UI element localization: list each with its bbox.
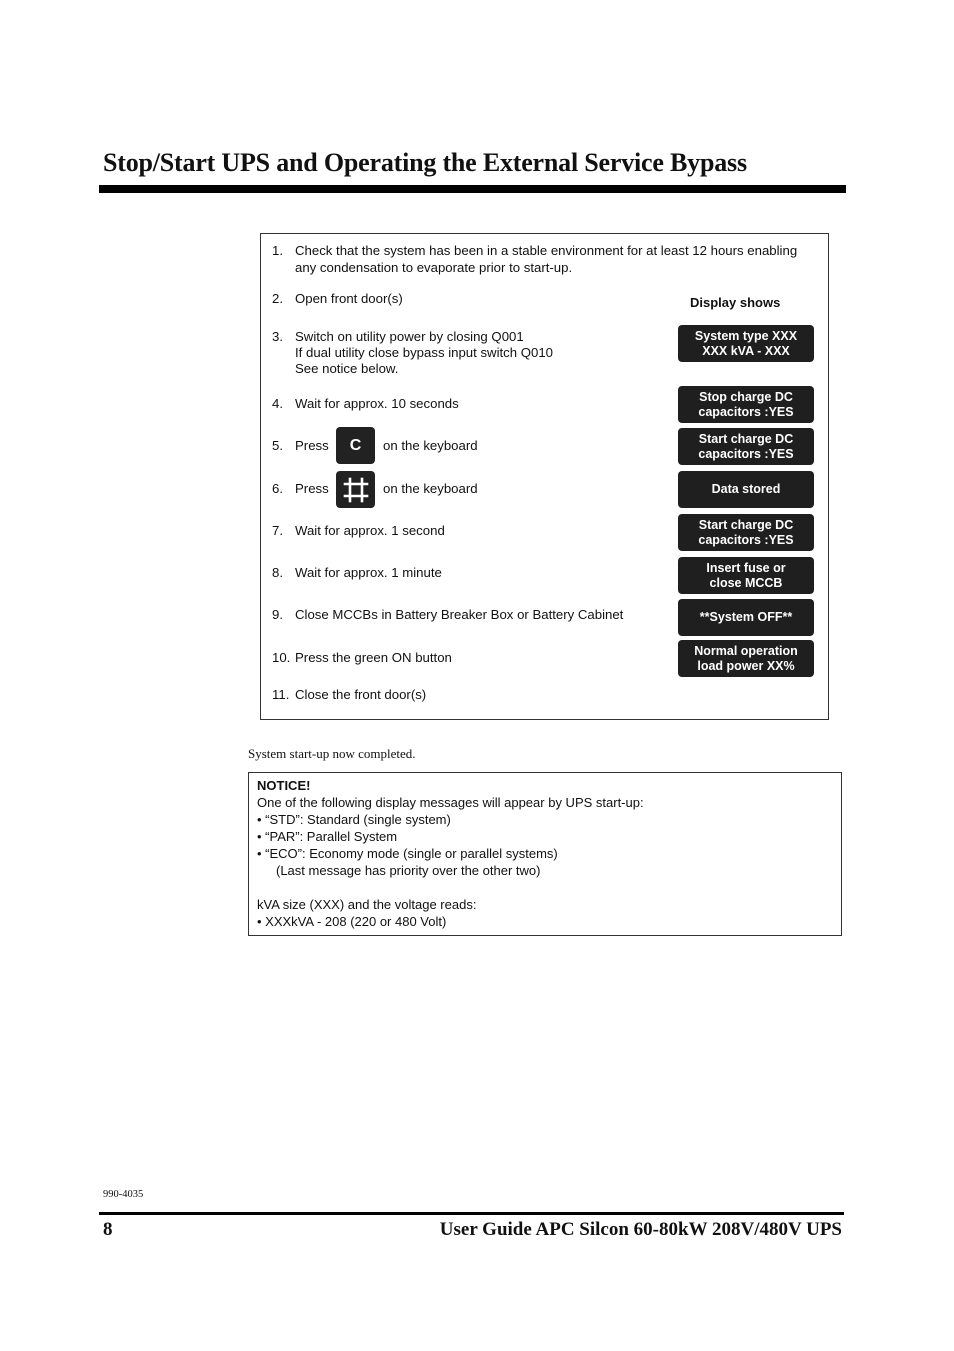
display-line: capacitors :YES bbox=[698, 446, 794, 461]
display-line: Start charge DC bbox=[698, 517, 794, 532]
display-line: Start charge DC bbox=[698, 431, 794, 446]
display-line: XXX kVA - XXX bbox=[702, 343, 790, 358]
notice-bullet: • XXXkVA - 208 (220 or 480 Volt) bbox=[257, 914, 447, 929]
footer-title: User Guide APC Silcon 60-80kW 208V/480V UPS bbox=[439, 1219, 842, 1240]
step-text: Close MCCBs in Battery Breaker Box or Battery Cabinet bbox=[295, 607, 624, 622]
notice-priority-note: (Last message has priority over the other two) bbox=[276, 863, 541, 878]
display-box bbox=[678, 599, 814, 636]
notice-bullet: • “ECO”: Economy mode (single or parallel systems) bbox=[257, 846, 558, 861]
completion-text: System start-up now completed. bbox=[248, 746, 416, 761]
footer-rule bbox=[99, 1212, 844, 1215]
step-number: 1. bbox=[272, 243, 283, 258]
c-key-icon: C bbox=[336, 427, 375, 464]
notice-bullet: • “STD”: Standard (single system) bbox=[257, 812, 451, 827]
display-line: Insert fuse or bbox=[706, 560, 786, 575]
step-number: 8. bbox=[272, 565, 283, 580]
square-hash-glyph bbox=[343, 477, 369, 503]
notice-box bbox=[248, 772, 842, 936]
step-text: on the keyboard bbox=[383, 438, 478, 453]
step-text: on the keyboard bbox=[383, 481, 478, 496]
square-hash-key-icon bbox=[336, 471, 375, 508]
step-text: Switch on utility power by closing Q001 bbox=[295, 329, 524, 344]
display-box bbox=[678, 471, 814, 508]
step-text: Open front door(s) bbox=[295, 291, 403, 306]
display-shows-heading: Display shows bbox=[690, 295, 781, 310]
step-number: 10. bbox=[272, 650, 291, 665]
display-line: capacitors :YES bbox=[698, 404, 794, 419]
notice-heading: NOTICE! bbox=[257, 778, 311, 793]
step-number: 3. bbox=[272, 329, 283, 344]
title-rule bbox=[99, 185, 846, 193]
step-text: Close the front door(s) bbox=[295, 687, 427, 702]
display-box bbox=[678, 640, 814, 677]
notice-kva-line: kVA size (XXX) and the voltage reads: bbox=[257, 897, 477, 912]
display-box bbox=[678, 325, 814, 362]
step-number: 4. bbox=[272, 396, 283, 411]
display-box bbox=[678, 386, 814, 423]
notice-bullet: • “PAR”: Parallel System bbox=[257, 829, 398, 844]
step-text: Press bbox=[295, 481, 329, 496]
display-line: capacitors :YES bbox=[698, 532, 794, 547]
step-text: Wait for approx. 10 seconds bbox=[295, 396, 459, 411]
step-text: Wait for approx. 1 second bbox=[295, 523, 445, 538]
display-box bbox=[678, 557, 814, 594]
page-title: Stop/Start UPS and Operating the External Service Bypass bbox=[103, 148, 747, 177]
step-number: 2. bbox=[272, 291, 283, 306]
display-line: Normal operation bbox=[694, 643, 798, 658]
step-number: 6. bbox=[272, 481, 283, 496]
step-text: If dual utility close bypass input switch Q010 bbox=[295, 345, 554, 360]
display-line: System type XXX bbox=[694, 328, 798, 343]
page-number: 8 bbox=[103, 1219, 113, 1240]
display-line: Stop charge DC bbox=[699, 389, 793, 404]
notice-intro: One of the following display messages will appear by UPS start-up: bbox=[257, 795, 644, 810]
step-text: Check that the system has been in a stable environment for at least 12 hours enabling bbox=[295, 243, 798, 258]
step-number: 5. bbox=[272, 438, 283, 453]
step-text: Press bbox=[295, 438, 329, 453]
display-box bbox=[678, 514, 814, 551]
step-number: 7. bbox=[272, 523, 283, 538]
display-box bbox=[678, 428, 814, 465]
step-text: any condensation to evaporate prior to start-up. bbox=[295, 260, 573, 275]
step-text: Press the green ON button bbox=[295, 650, 452, 665]
step-text: Wait for approx. 1 minute bbox=[295, 565, 442, 580]
document-number: 990-4035 bbox=[103, 1189, 144, 1200]
step-number: 11. bbox=[272, 687, 290, 702]
display-line: Data stored bbox=[711, 482, 781, 496]
display-line: close MCCB bbox=[709, 575, 783, 590]
step-number: 9. bbox=[272, 607, 283, 622]
step-text: See notice below. bbox=[295, 361, 399, 376]
display-line: load power XX% bbox=[697, 658, 795, 673]
notice-spacer bbox=[257, 879, 833, 896]
display-line: **System OFF** bbox=[699, 610, 793, 624]
